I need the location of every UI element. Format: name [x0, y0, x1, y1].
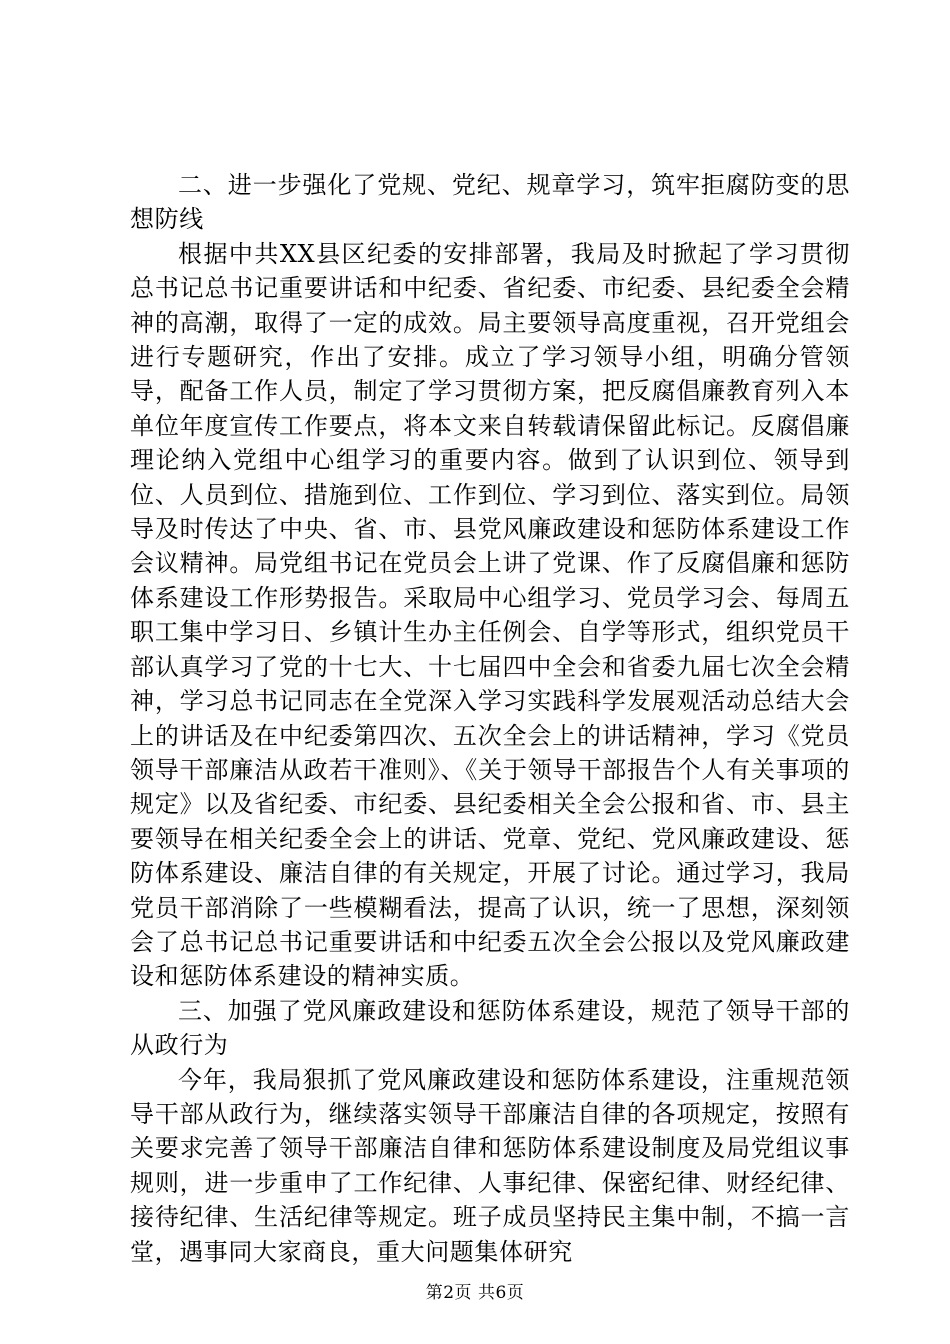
document-body: [130, 168, 850, 1269]
section-heading-2: 二、进一步强化了党规、党纪、规章学习，筑牢拒腐防变的思想防线: [130, 171, 850, 234]
body-paragraph-2: 今年，我局狠抓了党风廉政建设和惩防体系建设，注重规范领导干部从政行为，继续落实领导干部廉洁自律的各项规定，按照有关要求完善了领导干部廉洁自律和惩防体系建设制度及局党组议事规则，进一步重申了工作纪律、人事纪律、保密纪律、财经纪律、接待纪律、生活纪律等规定。班子成员坚持民主集中制，不搞一言堂，遇事同大家商良，重大问题集体研究: [130, 1065, 850, 1266]
body-paragraph-1: 根据中共XX县区纪委的安排部署，我局及时掀起了学习贯彻总书记总书记重要讲话和中纪委、省纪委、市纪委、县纪委全会精神的高潮，取得了一定的成效。局主要领导高度重视，召开党组会进行专题研究，作出了安排。成立了学习领导小组，明确分管领导，配备工作人员，制定了学习贯彻方案，把反腐倡廉教育列入本单位年度宣传工作要点，将本文来自转载请保留此标记。反腐倡廉理论纳入党组中心组学习的重要内容。做到了认识到位、领导到位、人员到位、措施到位、工作到位、学习到位、落实到位。局领导及时传达了中央、省、市、县党风廉政建设和惩防体系建设工作会议精神。局党组书记在党员会上讲了党课、作了反腐倡廉和惩防体系建设工作形势报告。采取局中心组学习、党员学习会、每周五职工集中学习日、乡镇计生办主任例会、自学等形式，组织党员干部认真学习了党的十七大、十七届四中全会和省委九届七次全会精神，学习总书记同志在全党深入学习实践科学发展观活动总结大会上的讲话及在中纪委第四次、五次全会上的讲话精神，学习《党员领导干部廉洁从政若干准则》、《关于领导干部报告个人有关事项的规定》以及省纪委、市纪委、县纪委相关全会公报和省、市、县主要领导在相关纪委全会上的讲话、党章、党纪、党风廉政建设、惩防体系建设、廉洁自律的有关规定，开展了讨论。通过学习，我局党员干部消除了一些模糊看法，提高了认识，统一了思想，深刻领会了总书记总书记重要讲话和中纪委五次全会公报以及党风廉政建设和惩防体系建设的精神实质。: [130, 239, 850, 991]
page-number-footer: 第2页 共6页: [425, 1283, 525, 1303]
section-heading-3: 三、加强了党风廉政建设和惩防体系建设，规范了领导干部的从政行为: [130, 996, 850, 1060]
